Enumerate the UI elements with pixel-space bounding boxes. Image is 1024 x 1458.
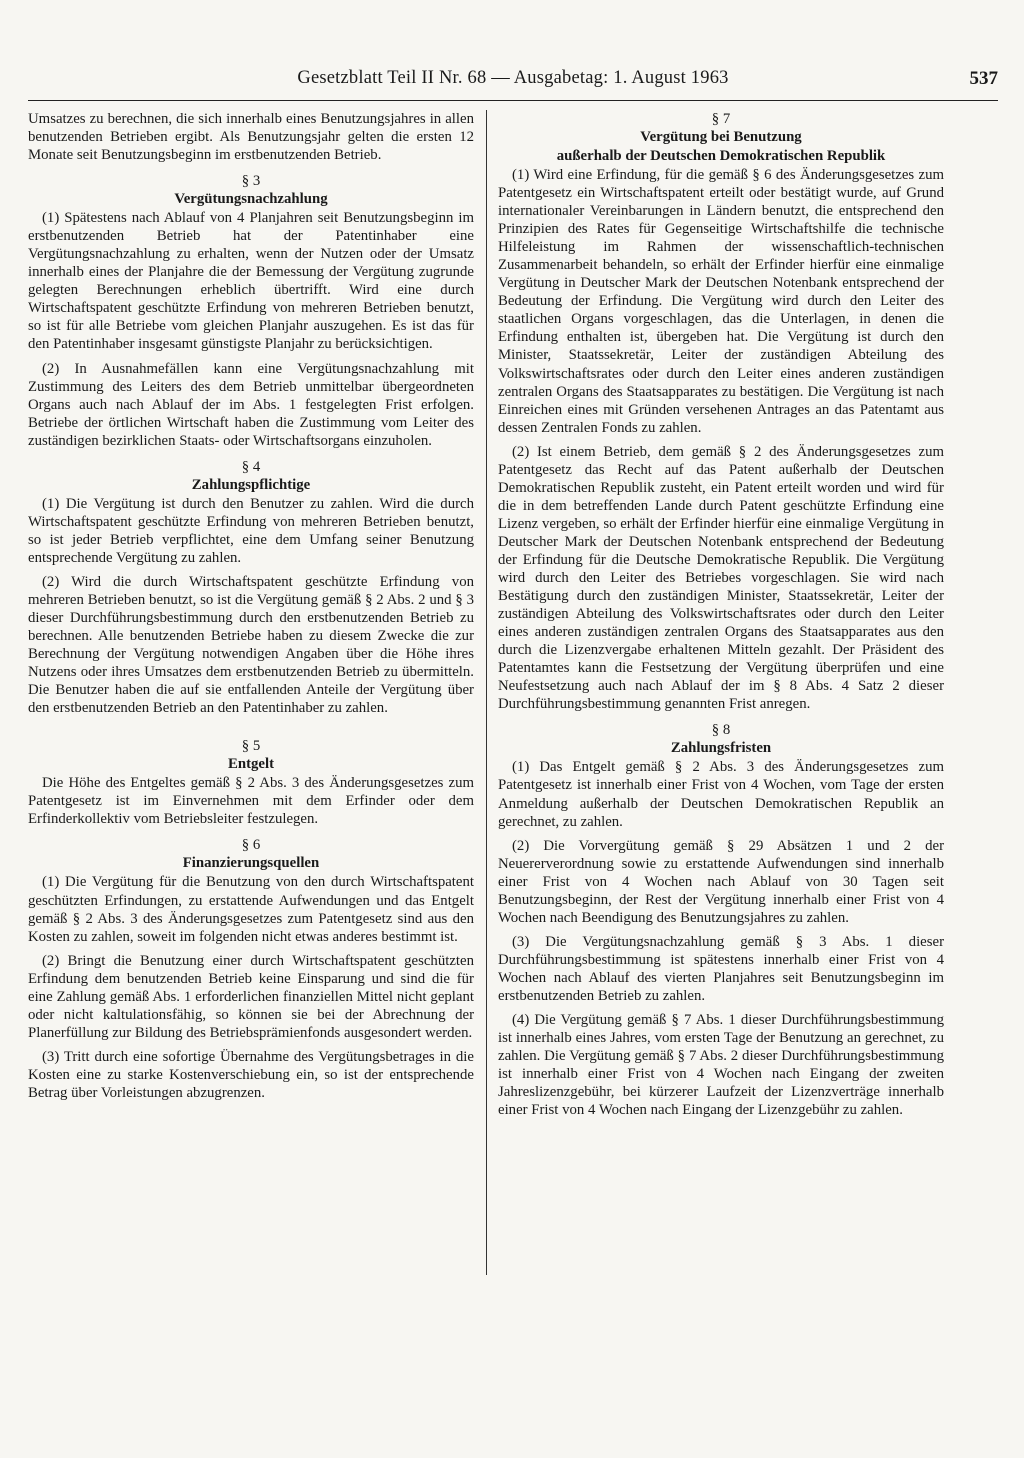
section-6-paragraph-3: (3) Tritt durch eine sofortige Übernahme des Vergütungsbetrages in die Kosten eine zu starke Kostenverschiebung ein, so ist der entsprechende Betrag über Vorleistungen abzugrenzen. bbox=[28, 1048, 474, 1101]
section-6-title: Finanzierungsquellen bbox=[182, 855, 320, 872]
section-3-paragraph-2: (2) In Ausnahmefällen kann eine Vergütungsnachzahlung mit Zustimmung des Leiters des dem Betrieb unmittelbar übergeordneten Organs auch nach Ablauf der im Abs. 1 festgelegten Frist erfolgen. Betriebe der örtlichen Wirtschaft haben die Zustimmung vom Leiter des zuständigen bezirklichen Staats- oder Wirtschaftsorgans einzuholen. bbox=[28, 360, 474, 449]
section-7-number: § 7 bbox=[711, 111, 731, 127]
header-title: Gesetzblatt Teil II Nr. 68 — Ausgabetag: 1. August 1963 bbox=[297, 68, 729, 88]
section-8-title: Zahlungsfristen bbox=[670, 740, 772, 757]
section-4-paragraph-2: (2) Wird die durch Wirtschaftspatent geschützte Erfindung von mehreren Betrieben benutzt, so ist die Vergütung gemäß § 2 Abs. 2 und § 3 dieser Durchführungsbestimmung durch den erstbenutzenden Betrieb zu berechnen. Alle benutzenden Betriebe haben zu diesem Zwecke die zur Berechnung der Vergütung notwendigen Angaben über die Höhe ihres Nutzens oder ihres Umsatzes dem erstbenutzenden Betrieb zu übermitteln. Die Benutzer haben die auf sie entfallenden Anteile der Vergütung über den erstbenutzenden Betrieb an den Patentinhaber zu zahlen. bbox=[28, 573, 474, 717]
section-3-number: § 3 bbox=[241, 173, 261, 190]
section-5-paragraph-1: Die Höhe des Entgeltes gemäß § 2 Abs. 3 des Änderungsgesetzes zum Patentgesetz ist im Einvernehmen mit dem Erfinder oder dem Erfinderkollektiv vom Betriebsleiter festzulegen. bbox=[28, 775, 474, 828]
section-3-title: Vergütungsnachzahlung bbox=[174, 191, 328, 208]
section-4-number: § 4 bbox=[241, 458, 261, 475]
section-5-number: § 5 bbox=[241, 738, 261, 755]
right-column bbox=[498, 110, 944, 1125]
text-columns bbox=[28, 110, 998, 1430]
section-7-title-line-1: Vergütung bei Benutzung bbox=[640, 129, 802, 145]
section-4-title: Zahlungspflichtige bbox=[191, 476, 311, 493]
left-column bbox=[28, 110, 474, 1108]
section-4-paragraph-1: (1) Die Vergütung ist durch den Benutzer zu zahlen. Wird die durch Wirtschaftspatent geschützte Erfindung von mehreren Betrieben benutzt, so ist jeder Betrieb verpflichtet, eine dem Umfang seiner Benutzung entsprechende Vergütung zu zahlen. bbox=[28, 495, 474, 566]
section-6-paragraph-2: (2) Bringt die Benutzung einer durch Wirtschaftspatent geschützten Erfindung dem benutzenden Betrieb keine Einsparung und sind die für eine Zahlung gemäß Abs. 1 erforderlichen finanziellen Mittel nicht geplant oder nicht kaltulationsfähig, so können sie bei der Abrechnung der Planerfüllung zur Bildung des Betriebsprämienfonds ausgesondert werden. bbox=[28, 952, 474, 1041]
section-8-paragraph-1: (1) Das Entgelt gemäß § 2 Abs. 3 des Änderungsgesetzes zum Patentgesetz ist innerhalb einer Frist von 4 Wochen, vom Tage der ersten Anmeldung außerhalb der Deutschen Demokratischen Republik an gerechnet, zu zahlen. bbox=[498, 759, 944, 830]
section-8-paragraph-3: (3) Die Vergütungsnachzahlung gemäß § 3 Abs. 1 dieser Durchführungsbestimmung ist spätestens innerhalb einer Frist von 4 Wochen nach Ablauf des vierten Planjahres seit Benutzungsbeginn im erstbenutzenden Betrieb zu zahlen. bbox=[498, 933, 944, 1004]
section-7-paragraph-2: (2) Ist einem Betrieb, dem gemäß § 2 des Änderungsgesetzes zum Patentgesetz das Recht auf das Patent außerhalb der Deutschen Demokratischen Republik zusteht, ein Patent erteilt worden und wird für die in dem betreffenden Lande durch Patent geschützte Erfindung eine Lizenz vergeben, so erhält der Erfinder hierfür eine einmalige Vergütung in Deutscher Mark der Deutschen Notenbank entsprechend der Bedeutung der Erfindung für die Deutsche Demokratische Republik. Die Vergütung wird durch den Leiter des Betriebes vorgeschlagen. Sie wird nach Bestätigung durch den zuständigen Minister, Staatssekretär, Leiter der zuständigen Abteilung des Volkswirtschaftsrates oder durch den Leiter eines anderen zuständigen zentralen Organs des Staatsapparates aus den durch die Lizenzvergabe erhaltenen Mitteln gezahlt. Der Präsident des Patentamtes kann die Festsetzung der Vergütung überprüfen und eine Neufestsetzung auch nach Ablauf der im § 8 Abs. 4 Satz 2 dieser Durchführungsbestimmung genannten Frist anregen. bbox=[498, 443, 944, 713]
page-number: 537 bbox=[969, 68, 998, 89]
section-6-paragraph-1: (1) Die Vergütung für die Benutzung von den durch Wirtschaftspatent geschützten Erfindungen, zu erstattende Aufwendungen und das Entgelt gemäß § 2 Abs. 3 des Änderungsgesetzes zum Patentgesetz sind aus den Kosten zu zahlen, soweit im folgenden nicht etwas anderes bestimmt ist. bbox=[28, 874, 474, 945]
section-3-paragraph-1: (1) Spätestens nach Ablauf von 4 Planjahren seit Benutzungsbeginn im erstbenutzenden Betrieb hat der Patentinhaber eine Vergütungsnachzahlung zu erhalten, wenn der Nutzen oder der Umsatz innerhalb eines der Planjahre die der Bemessung der Vergütung zugrunde gelegten Berechnungen erheblich übertrifft. Wird eine durch Wirtschaftspatent geschützte Erfindung von mehreren Betrieben benutzt, so ist für alle Betriebe vom gleichen Planjahr auszugehen. Es ist das für den Patentinhaber insgesamt günstigste Planjahr zu berücksichtigen. bbox=[28, 210, 474, 353]
section-8-paragraph-2: (2) Die Vorvergütung gemäß § 29 Absätzen 1 und 2 der Neuererverordnung sowie zu erstattende Aufwendungen sind innerhalb einer Frist von 4 Wochen nach Ablauf von 30 Tagen seit Benutzungsbeginn, der Rest der Vergütung innerhalb einer Frist von 4 Wochen nach Beendigung des Benutzungsjahres zu zahlen. bbox=[498, 837, 944, 926]
intro-paragraph: Umsatzes zu berechnen, die sich innerhalb eines Benutzungsjahres in allen benutzenden Betrieben ergibt. Als Benutzungsjahr gelten die ersten 12 Monate seit Benutzungsbeginn im erstbenutzenden Betrieb. bbox=[28, 111, 474, 164]
column-divider bbox=[486, 110, 487, 1275]
section-8-paragraph-4: (4) Die Vergütung gemäß § 7 Abs. 1 dieser Durchführungsbestimmung ist innerhalb eines Jahres, vom ersten Tage der Benutzung an gerechnet, zu zahlen. Die Vergütung gemäß § 7 Abs. 2 dieser Durchführungsbestimmung ist innerhalb einer Frist von 4 Wochen nach Eingang der zweiten Jahreslizenzgebühr, bei kürzerer Laufzeit der Lizenzverträge innerhalb einer Frist von 4 Wochen nach Eingang der Lizenzgebühr zu zahlen. bbox=[498, 1012, 944, 1119]
section-7-paragraph-1: (1) Wird eine Erfindung, für die gemäß § 6 des Änderungsgesetzes zum Patentgesetz ein Wirtschaftspatent erteilt oder bestätigt wurde, auf Grund internationaler Vereinbarungen in Ländern benutzt, die entsprechend den Prinzipien des Rates für Gegenseitige Wirtschaftshilfe die technische Hilfeleistung im Rahmen der wissenschaftlich-technischen Zusammenarbeit behandeln, so erhält der Erfinder hierfür eine einmalige Vergütung in Deutscher Mark der Deutschen Notenbank entsprechend der Bedeutung der Erfindung. Die Vergütung wird durch den Leiter des staatlichen Organs vorgeschlagen, das die Unterlagen, in denen die Erfindung enthalten ist, übergeben hat. Die Vergütung ist durch den Minister, Staatssekretär, Leiter der zuständigen Abteilung des Volkswirtschaftsrates oder durch den Leiter eines anderen zuständigen zentralen Organs des Staatsapparates zu bestätigen. Die Vergütung ist nach Einreichen eines mit Gründen versehenen Antrages an das Patentamt aus dessen Zentralen Fonds zu zahlen. bbox=[498, 167, 944, 436]
page-header bbox=[28, 60, 998, 101]
section-5-title: Entgelt bbox=[227, 756, 275, 773]
section-8-number: § 8 bbox=[711, 722, 731, 739]
section-7-title-line-2: außerhalb der Deutschen Demokratischen Republik bbox=[556, 148, 886, 164]
section-6-number: § 6 bbox=[241, 837, 261, 854]
